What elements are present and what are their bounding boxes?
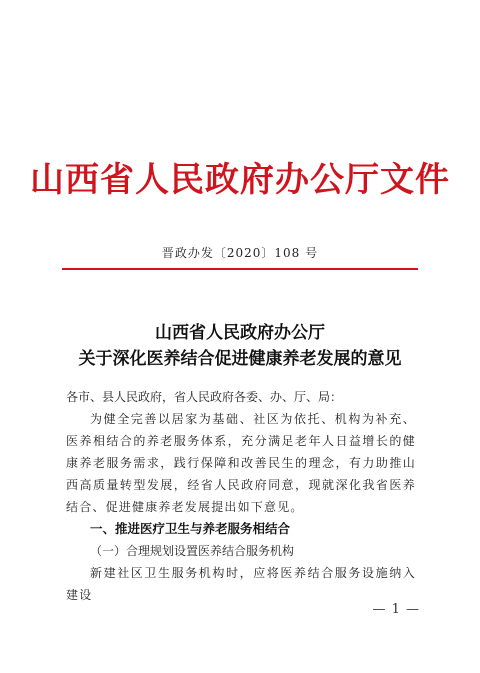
- page-number: — 1 —: [372, 602, 420, 617]
- addressee: 各市、县人民政府，省人民政府各委、办、厅、局：: [66, 390, 343, 404]
- document-title-line1: 山西省人民政府办公厅: [155, 323, 325, 343]
- document-body: [66, 386, 416, 606]
- intro-paragraph: 为健全完善以居家为基础、社区为依托、机构为补充、医养相结合的养老服务体系，充分满足老年人日益增长的健康养老服务需求，践行保障和改善民生的理念，有力助推山西高质量转型发展，经省人民政府同意，现就深化我省医养结合、促进健康养老发展提出如下意见。: [66, 412, 416, 514]
- masthead-title: 山西省人民政府办公厅文件: [30, 160, 450, 200]
- red-divider-line: [62, 268, 418, 270]
- subsection-heading: （一）合理规划设置医养结合服务机构: [90, 544, 295, 558]
- body-paragraph: 新建社区卫生服务机构时，应将医养结合服务设施纳入建设: [66, 566, 416, 602]
- document-title-line2: 关于深化医养结合促进健康养老发展的意见: [78, 349, 402, 369]
- section-heading: 一、推进医疗卫生与养老服务相结合: [90, 521, 291, 536]
- document-number: 晋政办发〔2020〕108 号: [161, 246, 319, 260]
